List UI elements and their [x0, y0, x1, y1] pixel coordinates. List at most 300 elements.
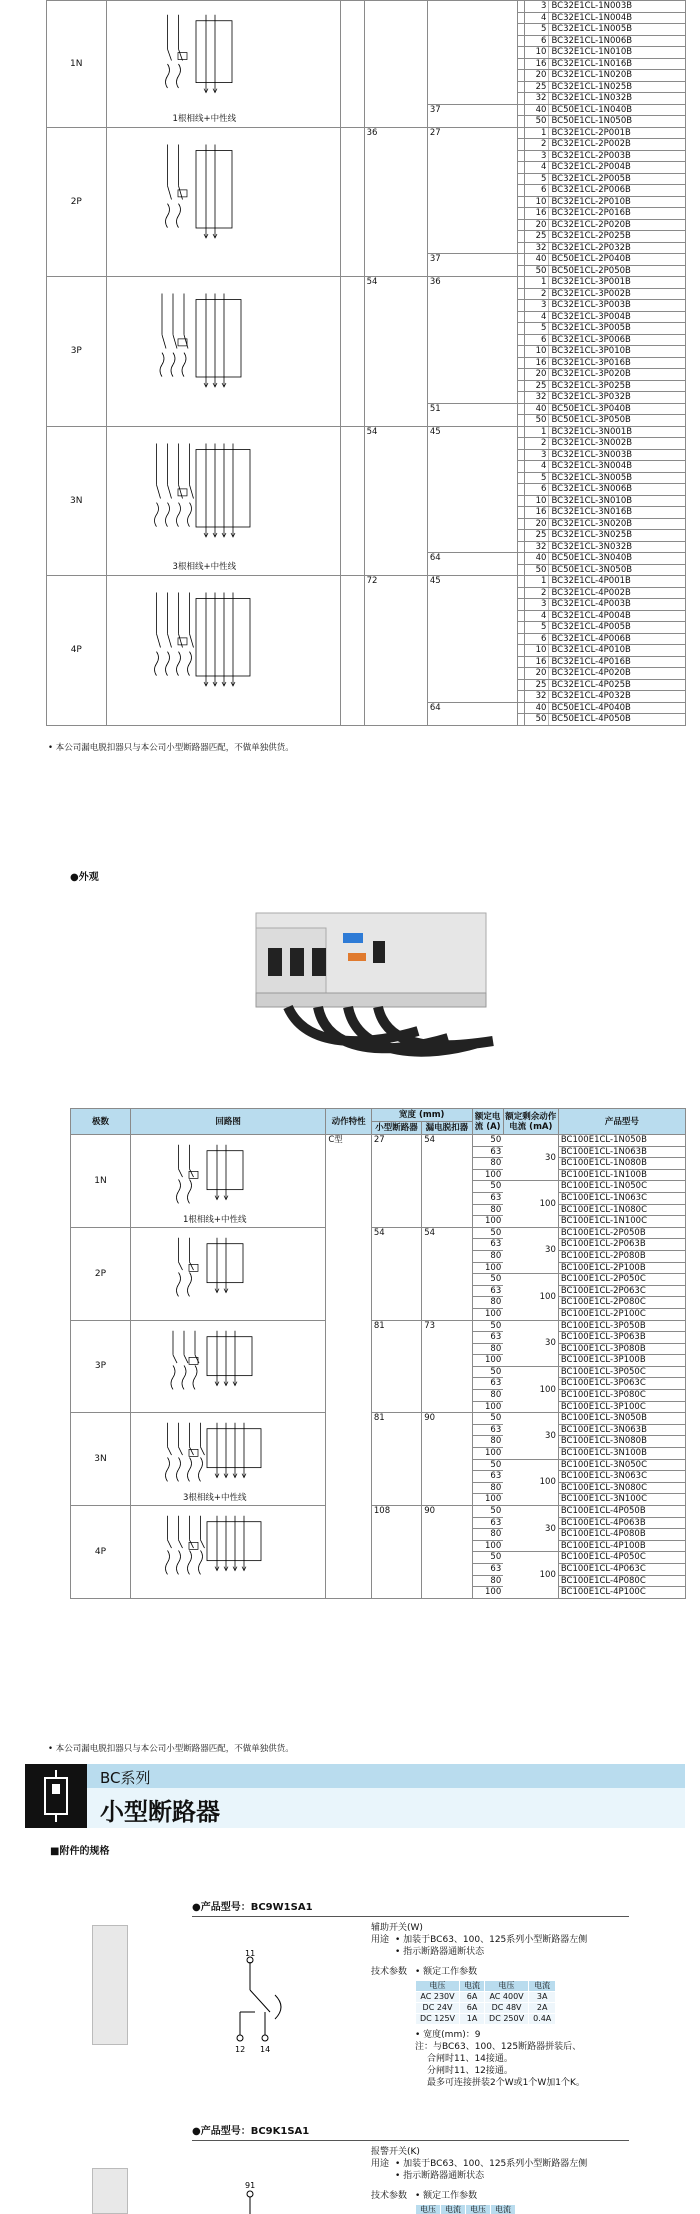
- rated-current: 3: [524, 150, 549, 162]
- rated-current: 20: [524, 70, 549, 82]
- mini-header-cell: 电压: [416, 1981, 460, 1992]
- model-number: BC32E1CL-4P002B: [549, 587, 686, 599]
- rated-current: 25: [524, 530, 549, 542]
- model-number: BC100E1CL-1N100B: [558, 1169, 685, 1181]
- mini-header-cell: 电流: [491, 2205, 516, 2214]
- rated-current: 1: [524, 576, 549, 588]
- residual-current: 100: [503, 1274, 558, 1320]
- pole-2p: 2P: [47, 127, 107, 277]
- rated-current: 100: [472, 1494, 503, 1506]
- rated-current: 25: [524, 380, 549, 392]
- terminal-12: 12: [235, 2045, 246, 2054]
- width-rcd: 90: [422, 1413, 472, 1506]
- rated-current: 63: [472, 1192, 503, 1204]
- model-number: BC32E1CL-2P010B: [549, 196, 686, 208]
- rated-current: 6: [524, 484, 549, 496]
- diagram-caption: 3根相线+中性线: [182, 1493, 247, 1504]
- circuit-diagram-3n: [109, 427, 293, 565]
- model-number: BC32E1CL-4P004B: [549, 610, 686, 622]
- model-number: BC50E1CL-2P050B: [549, 265, 686, 277]
- rated-current: 100: [472, 1216, 503, 1228]
- rated-current: 40: [524, 553, 549, 565]
- width-mcb: 36: [364, 127, 427, 277]
- table-row: [71, 1320, 686, 1332]
- action-characteristic: C型: [326, 1135, 372, 1599]
- usage-2: • 指示断路器通断状态: [395, 1947, 485, 1957]
- model-number: BC50E1CL-3P040B: [549, 403, 686, 415]
- header-width: 宽度 (mm): [371, 1109, 472, 1122]
- width-rcd: 37: [427, 104, 518, 127]
- accessory-bc9w1sa1: [192, 1902, 629, 2088]
- model-number: BC100E1CL-3P050C: [558, 1366, 685, 1378]
- model-number: BC100E1CL-1N080B: [558, 1158, 685, 1170]
- rated-current: 1: [524, 127, 549, 139]
- model-number: BC100E1CL-3N050B: [558, 1413, 685, 1425]
- rated-current: 80: [472, 1250, 503, 1262]
- rated-current: 4: [524, 311, 549, 323]
- table-row: [47, 277, 686, 289]
- mini-header-cell: 电流: [441, 2205, 466, 2214]
- model-number: BC32E1CL-4P010B: [549, 645, 686, 657]
- circuit-diagram-2p: [133, 1228, 291, 1309]
- header-residual: 额定剩余动作电流 (mA): [503, 1109, 558, 1135]
- mini-cell: DC 24V: [416, 2003, 460, 2014]
- rated-current: 10: [524, 645, 549, 657]
- rated-current: 50: [472, 1506, 503, 1518]
- header-pole: 极数: [71, 1109, 131, 1135]
- rated-current: 6: [524, 185, 549, 197]
- mini-cell: 6A: [460, 2003, 485, 2014]
- rated-current: 63: [472, 1332, 503, 1344]
- rated-current: 80: [472, 1482, 503, 1494]
- width-rcd: 54: [422, 1227, 472, 1320]
- usage2-1: • 加装于BC63、100、125系列小型断路器左侧: [395, 2159, 588, 2169]
- rated-current: 80: [472, 1343, 503, 1355]
- tech-title-2: • 额定工作参数: [415, 2191, 478, 2201]
- model-number: BC32E1CL-1N025B: [549, 81, 686, 93]
- rated-current: 25: [524, 679, 549, 691]
- model-number: BC32E1CL-3P025B: [549, 380, 686, 392]
- width-rcd: 37: [427, 254, 518, 277]
- rated-current: 5: [524, 173, 549, 185]
- aux-switch-diagram: [225, 1950, 295, 2055]
- model-number: BC100E1CL-2P050B: [558, 1227, 685, 1239]
- rated-current: 25: [524, 231, 549, 243]
- model-number: BC100E1CL-3P100B: [558, 1355, 685, 1367]
- rated-current: 40: [524, 403, 549, 415]
- rated-current: 5: [524, 622, 549, 634]
- model-number: BC32E1CL-3P016B: [549, 357, 686, 369]
- residual-current: 30: [503, 1227, 558, 1273]
- model-number: BC50E1CL-4P040B: [549, 702, 686, 714]
- model-number: BC100E1CL-1N063B: [558, 1146, 685, 1158]
- usage-label: 用途: [371, 1935, 390, 1945]
- pole-4p: 4P: [47, 576, 107, 726]
- model-number: BC100E1CL-4P050C: [558, 1552, 685, 1564]
- model-number: BC100E1CL-4P050B: [558, 1506, 685, 1518]
- rated-current: 6: [524, 334, 549, 346]
- model-number: BC100E1CL-2P100C: [558, 1308, 685, 1320]
- pole-3n: 3N: [71, 1413, 131, 1506]
- rated-current: 100: [472, 1262, 503, 1274]
- model-number: BC100E1CL-1N080C: [558, 1204, 685, 1216]
- width-mcb: 81: [371, 1320, 421, 1413]
- banner-title: 小型断路器: [100, 1798, 220, 1826]
- model-number: BC32E1CL-3N001B: [549, 426, 686, 438]
- rated-current: 100: [472, 1355, 503, 1367]
- model-number: BC32E1CL-2P020B: [549, 219, 686, 231]
- rated-current: 50: [472, 1274, 503, 1286]
- model-number: BC50E1CL-2P040B: [549, 254, 686, 266]
- mini-cell: AC 230V: [416, 1992, 460, 2003]
- action-cell: [341, 426, 365, 576]
- usage-label-2: 用途: [371, 2159, 390, 2169]
- mini-cell: 3A: [529, 1992, 556, 2003]
- header-w-mcb: 小型断路器: [371, 1122, 421, 1135]
- model-number: BC100E1CL-2P050C: [558, 1274, 685, 1286]
- rated-current: 80: [472, 1529, 503, 1541]
- mini-header-cell: 电压: [466, 2205, 491, 2214]
- section-title: ■附件的规格: [50, 1846, 110, 1857]
- rated-current: 20: [524, 219, 549, 231]
- mini-cell: DC 250V: [485, 2014, 529, 2025]
- rated-current: 100: [472, 1540, 503, 1552]
- rated-current: 50: [524, 415, 549, 427]
- model-number: BC32E1CL-3P001B: [549, 277, 686, 289]
- model-number: BC32E1CL-3N020B: [549, 518, 686, 530]
- model-number: BC32E1CL-3P032B: [549, 392, 686, 404]
- diagram-caption: 3根相线+中性线: [172, 562, 237, 572]
- table-row: [71, 1506, 686, 1518]
- header-w-rcd: 漏电脱扣器: [422, 1122, 472, 1135]
- model-number: BC50E1CL-3P050B: [549, 415, 686, 427]
- action-cell: [341, 277, 365, 427]
- width-mcb: 54: [364, 277, 427, 427]
- diagram-cell: [106, 1, 341, 128]
- rated-current: 50: [472, 1413, 503, 1425]
- model-number: BC100E1CL-2P063C: [558, 1285, 685, 1297]
- mini-header-cell: 电压: [416, 2205, 441, 2214]
- rated-current: 3: [524, 1, 549, 13]
- model-number: BC100E1CL-2P063B: [558, 1239, 685, 1251]
- rated-current: 3: [524, 300, 549, 312]
- rated-current: 1: [524, 277, 549, 289]
- width-rcd: 45: [427, 576, 518, 703]
- rated-current: 3: [524, 449, 549, 461]
- rated-current: 80: [472, 1158, 503, 1170]
- rated-current: 10: [524, 346, 549, 358]
- aux-switch-photo: [92, 1925, 128, 2045]
- tech-title: • 额定工作参数: [415, 1967, 478, 1977]
- rcbo-product-photo: [248, 893, 498, 1063]
- rated-current: 4: [524, 162, 549, 174]
- model-number: BC50E1CL-4P050B: [549, 714, 686, 726]
- model-number: BC50E1CL-1N050B: [549, 116, 686, 128]
- note-line: 注：与BC63、100、125断路器拼装后、: [415, 2042, 582, 2052]
- model-number: BC32E1CL-3P010B: [549, 346, 686, 358]
- rated-current: 40: [524, 702, 549, 714]
- model-number: BC32E1CL-2P001B: [549, 127, 686, 139]
- model-number: BC100E1CL-4P100C: [558, 1587, 685, 1599]
- model-number: BC100E1CL-2P080C: [558, 1297, 685, 1309]
- model-number: BC100E1CL-3N063B: [558, 1424, 685, 1436]
- model-number: BC100E1CL-1N050C: [558, 1181, 685, 1193]
- width-mcb: 108: [371, 1506, 421, 1599]
- appearance-label: ●外观: [70, 872, 99, 883]
- model-number: BC100E1CL-1N100C: [558, 1216, 685, 1228]
- circuit-diagram-1n: [109, 1, 293, 116]
- mini-row: [416, 1992, 556, 2003]
- rated-current: 2: [524, 139, 549, 151]
- rating-table-w: [415, 1980, 556, 2025]
- model-number: BC32E1CL-1N006B: [549, 35, 686, 47]
- table-row: [47, 127, 686, 139]
- rated-current: 5: [524, 24, 549, 36]
- model-number: BC50E1CL-1N040B: [549, 104, 686, 116]
- model-number: BC100E1CL-3N063C: [558, 1471, 685, 1483]
- rated-current: 80: [472, 1204, 503, 1216]
- accessory1-notes: [415, 2029, 631, 2089]
- note-line: • 宽度(mm)：9: [415, 2030, 481, 2040]
- model-number: BC32E1CL-2P005B: [549, 173, 686, 185]
- mini-header-cell: 电流: [529, 1981, 556, 1992]
- pole-4p: 4P: [71, 1506, 131, 1599]
- width-rcd: [427, 1, 518, 105]
- rated-current: 4: [524, 610, 549, 622]
- table-row: [47, 426, 686, 438]
- width-rcd: 64: [427, 702, 518, 725]
- model-number: BC100E1CL-3N100B: [558, 1448, 685, 1460]
- mini-cell: 6A: [460, 1992, 485, 2003]
- rated-current: 50: [472, 1135, 503, 1147]
- circuit-diagram-2p: [109, 128, 293, 266]
- model-number: BC32E1CL-1N004B: [549, 12, 686, 24]
- diagram-cell: [106, 426, 341, 576]
- model-number: BC32E1CL-3P002B: [549, 288, 686, 300]
- model-number: BC32E1CL-4P020B: [549, 668, 686, 680]
- residual-current: 30: [503, 1320, 558, 1366]
- terminal-11: 11: [245, 1950, 256, 1958]
- rated-current: 50: [472, 1459, 503, 1471]
- model-number: BC100E1CL-2P100B: [558, 1262, 685, 1274]
- header-row: [71, 1109, 686, 1122]
- rated-current: 2: [524, 288, 549, 300]
- rated-current: 100: [472, 1169, 503, 1181]
- mini-cell: DC 48V: [485, 2003, 529, 2014]
- rated-current: 32: [524, 392, 549, 404]
- table2-note: • 本公司漏电脱扣器只与本公司小型断路器匹配，不做单独供货。: [48, 1744, 294, 1754]
- model-number: BC32E1CL-2P016B: [549, 208, 686, 220]
- model-number: BC32E1CL-1N032B: [549, 93, 686, 105]
- width-mcb: 72: [364, 576, 427, 726]
- model-number: BC32E1CL-3N005B: [549, 472, 686, 484]
- rated-current: 10: [524, 196, 549, 208]
- pole-1n: 1N: [47, 1, 107, 128]
- model-number: BC32E1CL-2P025B: [549, 231, 686, 243]
- header-rated: 额定电流 (A): [472, 1109, 503, 1135]
- model-number: BC32E1CL-4P016B: [549, 656, 686, 668]
- model-number: BC100E1CL-3P080B: [558, 1343, 685, 1355]
- rated-current: 10: [524, 495, 549, 507]
- circuit-diagram-3n: [133, 1413, 291, 1494]
- rated-current: 16: [524, 507, 549, 519]
- mini-header-cell: 电流: [460, 1981, 485, 1992]
- alarm-switch-diagram: [225, 2180, 295, 2214]
- model-number: BC32E1CL-3P003B: [549, 300, 686, 312]
- diagram-cell: [106, 127, 341, 277]
- rated-current: 20: [524, 369, 549, 381]
- width-rcd: 73: [422, 1320, 472, 1413]
- width-mcb: 54: [364, 426, 427, 576]
- rated-current: 50: [524, 714, 549, 726]
- width-mcb: 27: [371, 1135, 421, 1228]
- model-number: BC100E1CL-3P063C: [558, 1378, 685, 1390]
- model-number: BC32E1CL-3N002B: [549, 438, 686, 450]
- rated-current: 32: [524, 541, 549, 553]
- pole-3p: 3P: [47, 277, 107, 427]
- rated-current: 63: [472, 1239, 503, 1251]
- model-number: BC32E1CL-3P004B: [549, 311, 686, 323]
- width-rcd: 64: [427, 553, 518, 576]
- rated-current: 63: [472, 1146, 503, 1158]
- series-name: BC系列: [100, 1769, 151, 1787]
- rated-current: 5: [524, 472, 549, 484]
- model-number: BC32E1CL-1N005B: [549, 24, 686, 36]
- rated-current: 25: [524, 81, 549, 93]
- alarm-switch-photo: [92, 2168, 128, 2214]
- model-number: BC100E1CL-3N050C: [558, 1459, 685, 1471]
- model-number: BC32E1CL-4P032B: [549, 691, 686, 703]
- model-number: BC32E1CL-3N032B: [549, 541, 686, 553]
- rated-current: 16: [524, 656, 549, 668]
- rated-current: 100: [472, 1401, 503, 1413]
- series-banner: [25, 1764, 685, 1828]
- model-number: BC100E1CL-3P063B: [558, 1332, 685, 1344]
- diagram-cell: [130, 1506, 325, 1599]
- rated-current: 32: [524, 93, 549, 105]
- model-number: BC100E1CL-3P100C: [558, 1401, 685, 1413]
- residual-current: 30: [503, 1506, 558, 1552]
- residual-current: 100: [503, 1552, 558, 1598]
- header-model: 产品型号: [558, 1109, 685, 1135]
- rated-current: 20: [524, 668, 549, 680]
- model-number: BC32E1CL-2P006B: [549, 185, 686, 197]
- rated-current: 2: [524, 587, 549, 599]
- model-number: BC100E1CL-3N080C: [558, 1482, 685, 1494]
- rated-current: 5: [524, 323, 549, 335]
- model-number: BC32E1CL-2P002B: [549, 139, 686, 151]
- circuit-diagram-4p: [133, 1506, 291, 1587]
- rated-current: 10: [524, 47, 549, 59]
- model-number: BC100E1CL-1N063C: [558, 1192, 685, 1204]
- rated-current: 32: [524, 691, 549, 703]
- circuit-diagram-3p: [109, 277, 293, 415]
- action-cell: [341, 127, 365, 277]
- mini-row: [416, 2003, 556, 2014]
- rated-current: 63: [472, 1424, 503, 1436]
- model-number: BC100E1CL-4P063C: [558, 1563, 685, 1575]
- model-number: BC32E1CL-4P025B: [549, 679, 686, 691]
- model-number: BC32E1CL-1N020B: [549, 70, 686, 82]
- rated-current: 4: [524, 12, 549, 24]
- model-number: BC32E1CL-4P001B: [549, 576, 686, 588]
- note-line: 最多可连接拼装2个W或1个W加1个K。: [427, 2078, 585, 2088]
- accessory1-name: 辅助开关(W): [371, 1923, 423, 1933]
- mini-header: [416, 1981, 556, 1992]
- rated-current: 16: [524, 357, 549, 369]
- rated-current: 100: [472, 1448, 503, 1460]
- model-number: BC32E1CL-3P020B: [549, 369, 686, 381]
- note-line: 合闸时11、14接通。: [427, 2054, 513, 2064]
- rating-table-k: [415, 2204, 516, 2214]
- width-rcd: 45: [427, 426, 518, 553]
- model-number: BC32E1CL-1N010B: [549, 47, 686, 59]
- width-mcb: [364, 1, 427, 128]
- circuit-diagram-3p: [133, 1321, 291, 1402]
- table-row: [71, 1413, 686, 1425]
- rated-current: 6: [524, 35, 549, 47]
- residual-current: 100: [503, 1459, 558, 1505]
- mini-cell: 1A: [460, 2014, 485, 2025]
- model-number: BC100E1CL-2P080B: [558, 1250, 685, 1262]
- rated-current: 50: [524, 265, 549, 277]
- model-number: BC50E1CL-3N040B: [549, 553, 686, 565]
- rated-current: 50: [472, 1320, 503, 1332]
- pole-3p: 3P: [71, 1320, 131, 1413]
- rated-current: 80: [472, 1390, 503, 1402]
- pole-1n: 1N: [71, 1135, 131, 1228]
- action-cell: [341, 576, 365, 726]
- model-number: BC32E1CL-3N025B: [549, 530, 686, 542]
- model-number: BC32E1CL-2P032B: [549, 242, 686, 254]
- rated-current: 50: [524, 116, 549, 128]
- pole-3n: 3N: [47, 426, 107, 576]
- accessory1-heading: ●产品型号：BC9W1SA1: [192, 1902, 629, 1917]
- rated-current: 63: [472, 1378, 503, 1390]
- rated-current: 1: [524, 426, 549, 438]
- series-logo-icon: [25, 1764, 87, 1828]
- model-number: BC100E1CL-4P100B: [558, 1540, 685, 1552]
- width-rcd: 27: [427, 127, 518, 254]
- table-row: [47, 576, 686, 588]
- model-number: BC32E1CL-2P004B: [549, 162, 686, 174]
- residual-current: 30: [503, 1413, 558, 1459]
- model-number: BC100E1CL-3P080C: [558, 1390, 685, 1402]
- header-action: 动作特性: [326, 1109, 372, 1135]
- residual-current: 100: [503, 1366, 558, 1412]
- model-number: BC100E1CL-4P063B: [558, 1517, 685, 1529]
- model-number: BC32E1CL-3N010B: [549, 495, 686, 507]
- width-rcd: 90: [422, 1506, 472, 1599]
- width-rcd: 54: [422, 1135, 472, 1228]
- tech-label-2: 技术参数: [371, 2191, 408, 2201]
- model-number: BC32E1CL-3P006B: [549, 334, 686, 346]
- model-number: BC32E1CL-3N003B: [549, 449, 686, 461]
- table-row: [47, 1, 686, 13]
- rated-current: 6: [524, 633, 549, 645]
- model-number: BC100E1CL-1N050B: [558, 1135, 685, 1147]
- header-diagram: 回路图: [130, 1109, 325, 1135]
- accessory2-name: 报警开关(K): [371, 2147, 420, 2157]
- rated-current: 16: [524, 208, 549, 220]
- diagram-caption: 1根相线+中性线: [172, 113, 237, 124]
- terminal-14: 14: [260, 2045, 271, 2054]
- mini-cell: 2A: [529, 2003, 556, 2014]
- model-number: BC32E1CL-2P003B: [549, 150, 686, 162]
- residual-current: 30: [503, 1135, 558, 1181]
- width-mcb: 81: [371, 1413, 421, 1506]
- tech-label: 技术参数: [371, 1967, 408, 1977]
